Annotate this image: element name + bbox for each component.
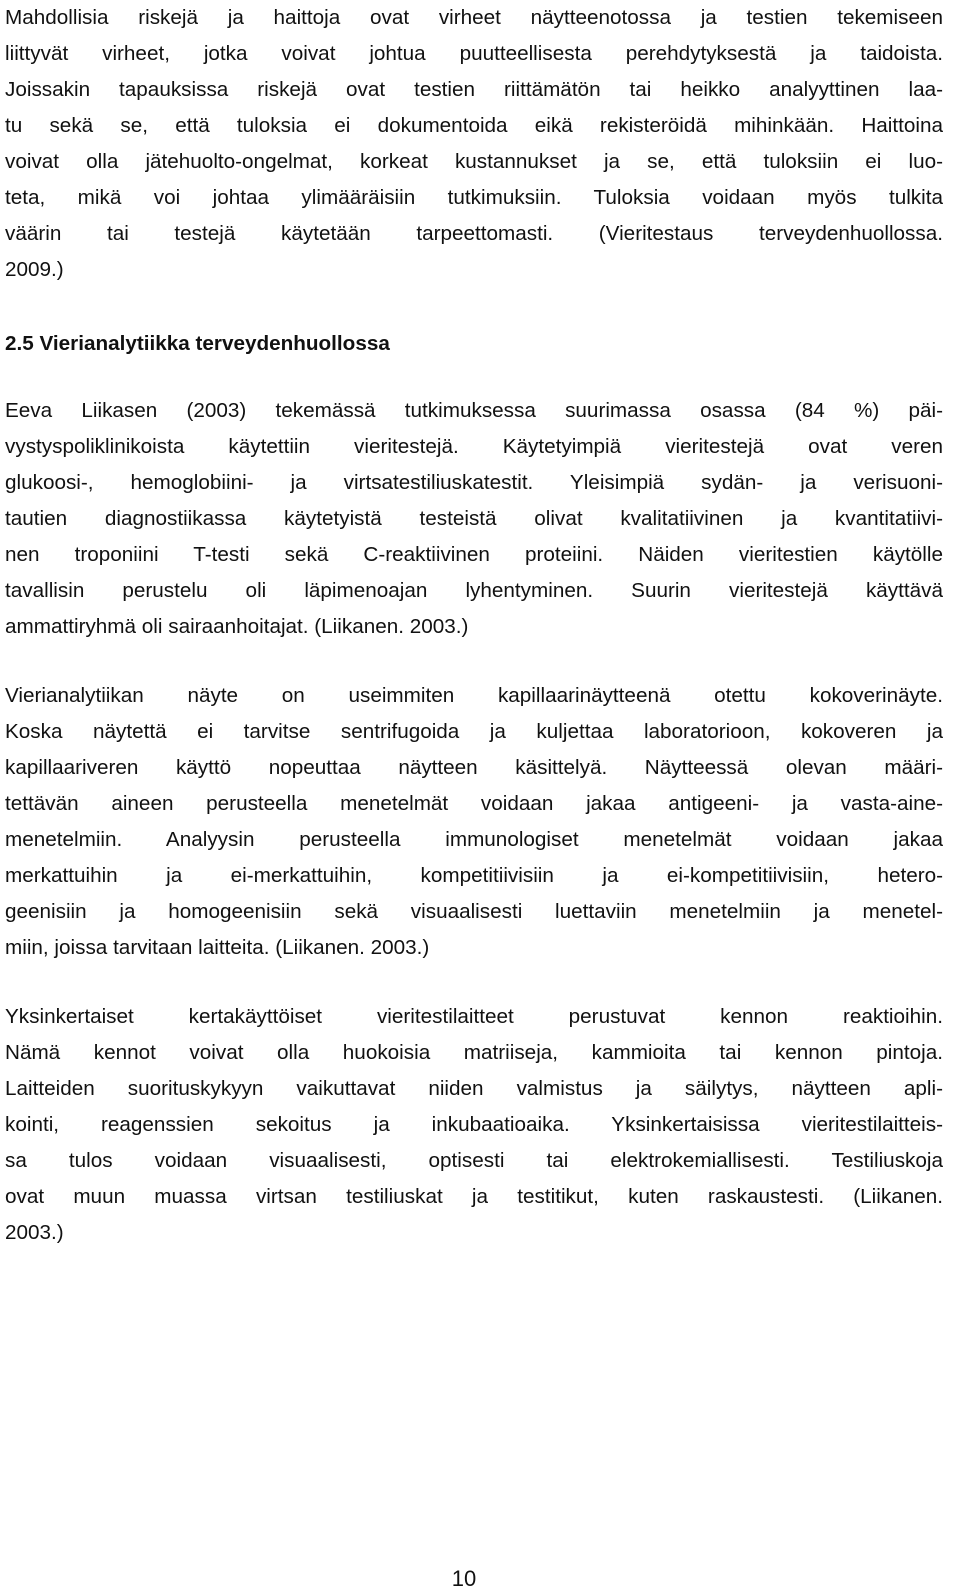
paragraph-risks [5,0,943,288]
text-line: tettävän aineen perusteella menetelmät voidaan jakaa antigeeni- ja vasta-aine- [5,792,943,815]
text-line: teta, mikä voi johtaa ylimääräisiin tutkimuksiin. Tuloksia voidaan myös tulkita [5,186,943,209]
text-line: sa tulos voidaan visuaalisesti, optisesti tai elektrokemiallisesti. Testiliuskoja [5,1149,943,1172]
text-line: voivat olla jätehuolto-ongelmat, korkeat kustannukset ja se, että tuloksiin ei luo- [5,150,943,173]
text-line: 2009.) [5,258,64,281]
text-line: ovat muun muassa virtsan testiliuskat ja testitikut, kuten raskaustesti. (Liikanen. [5,1185,943,1208]
text-line: Koska näytettä ei tarvitse sentrifugoida ja kuljettaa laboratorioon, kokoveren ja [5,720,943,743]
paragraph-sample [5,678,943,966]
paragraph-devices [5,999,943,1251]
page-number: 10 [451,1566,477,1591]
paragraph-survey [5,393,943,645]
text-line: tu sekä se, että tuloksia ei dokumentoida eikä rekisteröidä mihinkään. Haittoina [5,114,943,137]
text-line: ammattiryhmä oli sairaanhoitajat. (Liikanen. 2003.) [5,615,469,638]
text-line: tautien diagnostiikassa käytetyistä testeistä olivat kvalitatiivinen ja kvantitatiivi- [5,507,943,530]
text-line: menetelmiin. Analyysin perusteella immunologiset menetelmät voidaan jakaa [5,828,943,851]
text-line: nen troponiini T-testi sekä C-reaktiivinen proteiini. Näiden vieritestien käytölle [5,543,943,566]
text-line: 2003.) [5,1221,64,1244]
text-line: glukoosi-, hemoglobiini- ja virtsatestiliuskatestit. Yleisimpiä sydän- ja verisuoni- [5,471,943,494]
text-line: geenisiin ja homogeenisiin sekä visuaalisesti luettaviin menetelmiin ja menetel- [5,900,943,923]
text-line: Nämä kennot voivat olla huokoisia matriiseja, kammioita tai kennon pintoja. [5,1041,943,1064]
text-line: Laitteiden suorituskykyyn vaikuttavat niiden valmistus ja säilytys, näytteen apli- [5,1077,943,1100]
text-line: miin, joissa tarvitaan laitteita. (Liikanen. 2003.) [5,936,430,959]
text-line: Eeva Liikasen (2003) tekemässä tutkimuksessa suurimassa osassa (84 %) päi- [5,399,943,422]
text-line: kointi, reagenssien sekoitus ja inkubaatioaika. Yksinkertaisissa vieritestilaitteis- [5,1113,943,1136]
text-line: Vierianalytiikan näyte on useimmiten kapillaarinäytteenä otettu kokoverinäyte. [5,684,943,707]
document-page [5,0,943,1251]
text-line: Mahdollisia riskejä ja haittoja ovat virheet näytteenotossa ja testien tekemiseen [5,6,943,29]
text-line: Joissakin tapauksissa riskejä ovat testien riittämätön tai heikko analyyttinen laa- [5,78,943,101]
text-line: tavallisin perustelu oli läpimenoajan lyhentyminen. Suurin vieritestejä käyttävä [5,579,943,602]
text-line: merkattuihin ja ei-merkattuihin, kompetitiivisiin ja ei-kompetitiivisiin, hetero- [5,864,943,887]
text-line: Yksinkertaiset kertakäyttöiset vieritestilaitteet perustuvat kennon reaktioihin. [5,1005,943,1028]
text-line: liittyvät virheet, jotka voivat johtua puutteellisesta perehdytyksestä ja taidoista. [5,42,943,65]
text-line: kapillaariveren käyttö nopeuttaa näytteen käsittelyä. Näytteessä olevan määri- [5,756,943,779]
text-line: väärin tai testejä käytetään tarpeettomasti. (Vieritestaus terveydenhuollossa. [5,222,943,245]
section-heading: 2.5 Vierianalytiikka terveydenhuollossa [5,332,390,355]
text-line: vystyspoliklinikoista käytettiin vieritestejä. Käytetyimpiä vieritestejä ovat veren [5,435,943,458]
